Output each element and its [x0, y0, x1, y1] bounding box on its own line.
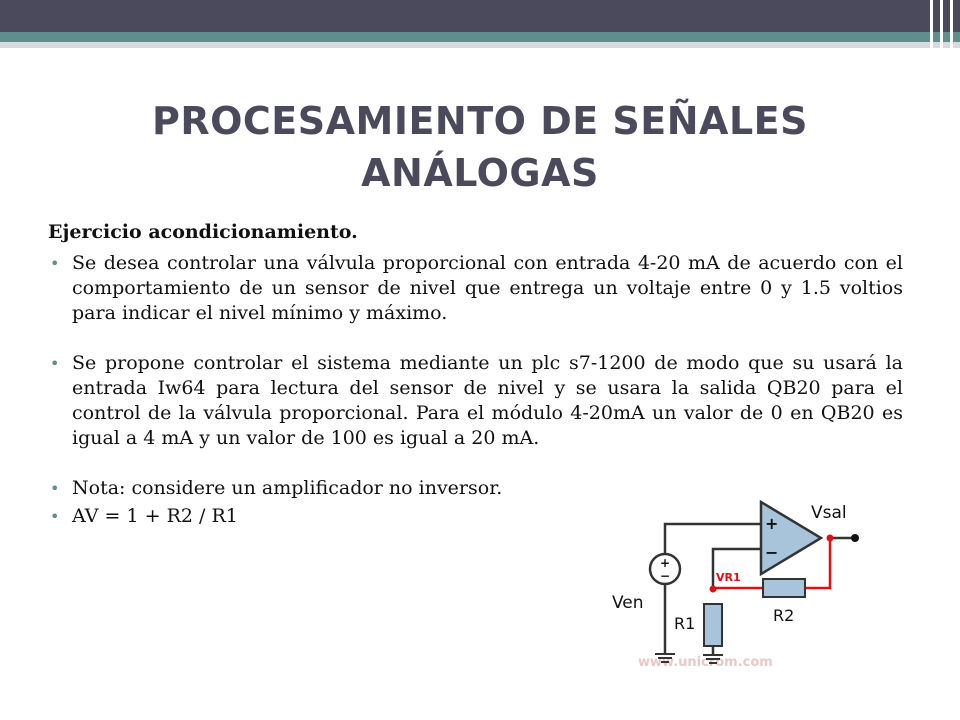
header-light-bar	[0, 42, 960, 48]
svg-text:+: +	[660, 556, 671, 570]
header-bar	[0, 0, 960, 32]
slide-title	[0, 95, 960, 199]
slide-body	[48, 220, 903, 529]
vsal-label: Vsal	[811, 503, 847, 523]
output-node	[827, 535, 834, 542]
bullet-item-1: • Se desea controlar una válvula proporcional con entrada 4-20 mA de acuerdo con el comportamiento de un sensor de nivel que entrega un voltaje entre 0 y 1.5 voltios para indicar el nivel mínimo y máximo.	[48, 251, 903, 326]
diagram-watermark: www.unicrom.com	[638, 655, 773, 670]
vr1-label: VR1	[716, 571, 741, 584]
svg-text:−: −	[660, 569, 671, 583]
header-rail-3	[950, 0, 953, 64]
non-inverting-amplifier-diagram	[598, 488, 863, 680]
bullet-item-3: • Nota: considere un amplificador no inversor.	[48, 476, 903, 501]
op-amp-minus-label: −	[765, 543, 779, 562]
op-amp-plus-label: +	[765, 514, 779, 533]
output-terminal	[851, 534, 859, 542]
ven-label: Ven	[612, 593, 644, 613]
resistor-r2	[763, 579, 805, 597]
wire-vr1-to-r2	[713, 588, 763, 591]
header-line-2	[570, 60, 775, 62]
header-accent-bar	[0, 32, 960, 42]
resistor-r1	[704, 604, 722, 646]
bullet-item-4: • AV = 1 + R2 / R1	[48, 504, 903, 529]
vr1-node	[710, 586, 717, 593]
slide-title-line-2: ANÁLOGAS	[361, 151, 599, 195]
header-rail-2	[940, 0, 943, 64]
wire-minus-to-r1	[713, 549, 761, 591]
r2-label: R2	[773, 606, 795, 625]
bullet-item-2: • Se propone controlar el sistema mediante un plc s7-1200 de modo que su usará la entrada Iw64 para lectura del sensor de nivel y se usara la salida QB20 para el control de la válvula proporcional. Para el módulo 4-20mA un valor de 0 en QB20 es igual a 4 mA y un valor de 100 es igual a 20 mA.	[48, 351, 903, 451]
slide-title-line-1: PROCESAMIENTO DE SEÑALES	[151, 99, 808, 143]
r1-label: R1	[674, 614, 696, 633]
exercise-heading: Ejercicio acondicionamiento.	[48, 221, 358, 243]
header-rail-1	[930, 0, 933, 64]
header-line-1	[570, 50, 888, 52]
